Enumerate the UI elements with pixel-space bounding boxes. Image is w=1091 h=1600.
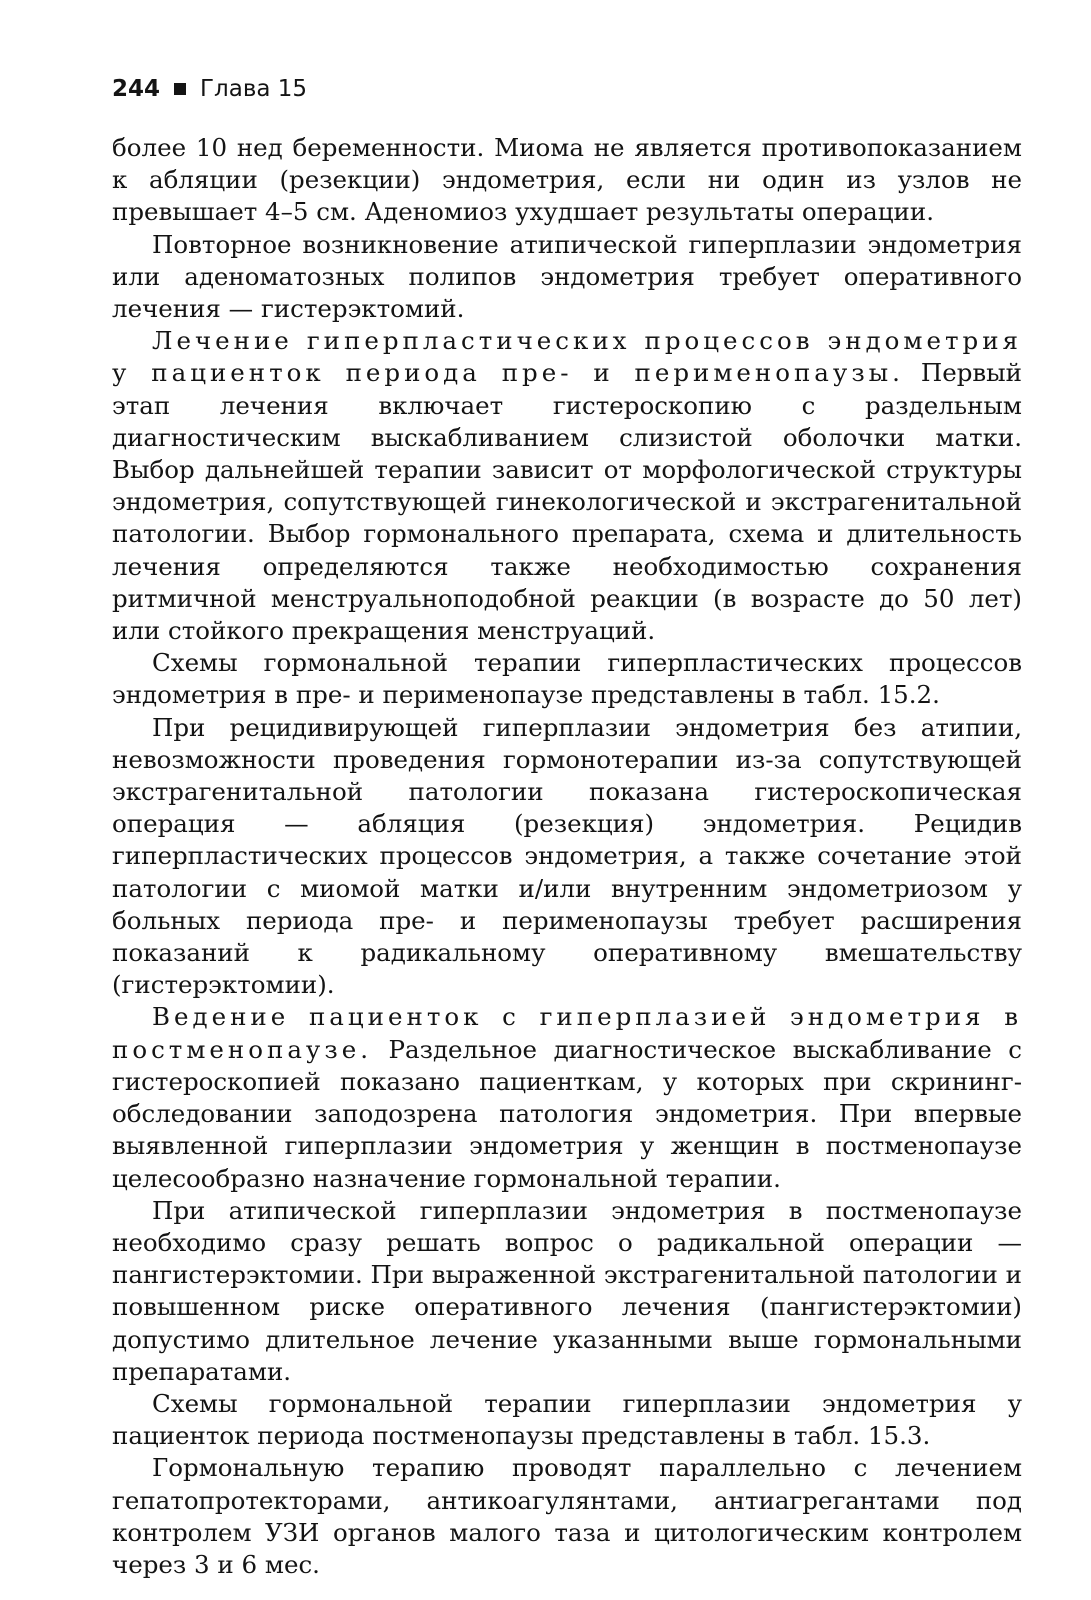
paragraph — [112, 1001, 1022, 1194]
paragraph-text: Повторное возникновение атипической гиперплазии эндометрия или аденоматозных полипов эндометрия требует оперативного лечения — гистерэктомий. — [112, 229, 1022, 324]
running-header — [112, 74, 1022, 104]
paragraph-text: Первый этап лечения включает гистероскопию с раздельным диагностическим выскабливанием слизистой оболочки матки. Выбор дальнейшей терапии зависит от морфологической структуры эндометрия, сопутствующей гинекологической и экстрагенитальной патологии. Выбор гормонального препарата, схема и длительность лечения определяются также необходимостью сохранения ритмичной менструальноподобной реакции (в возрасте до 50 лет) или стойкого прекращения менструаций. — [112, 358, 1022, 646]
page-number: 244 — [112, 76, 161, 102]
paragraph — [112, 647, 1022, 711]
paragraph — [112, 1452, 1022, 1581]
paragraph-text: Гормональную терапию проводят параллельно с лечением гепатопротекторами, антикоагулянтами, антиагрегантами под контролем УЗИ органов малого таза и цитологическим контролем через 3 и 6 мес. — [112, 1453, 1022, 1579]
paragraph — [112, 1388, 1022, 1452]
paragraph — [112, 132, 1022, 229]
paragraph-text: Схемы гормональной терапии гиперплазии эндометрия у пациенток периода постменопаузы представлены в табл. 15.3. — [112, 1388, 1022, 1451]
paragraph — [112, 325, 1022, 647]
chapter-label: Глава 15 — [200, 76, 308, 102]
square-bullet-icon — [174, 83, 186, 95]
paragraph-text: При атипической гиперплазии эндометрия в постменопаузе необходимо сразу решать вопрос о радикальной операции — пангистерэктомии. При выраженной экстрагенитальной патологии и повышенном риске оперативного лечения (пангистерэктомии) допустимо длительное лечение указанными выше гормональными препаратами. — [112, 1195, 1022, 1386]
paragraph-text: Раздельное диагностическое выскабливание с гистероскопией показано пациенткам, у которых при скрининг-обследовании заподозрена патология эндометрия. При впервые выявленной гиперплазии эндометрия у женщин в постменопаузе целесообразно назначение гормональной терапии. — [112, 1034, 1022, 1193]
paragraph — [112, 1195, 1022, 1388]
paragraph — [112, 229, 1022, 326]
paragraph-text: При рецидивирующей гиперплазии эндометрия без атипии, невозможности проведения гормонотерапии из-за сопутствующей экстрагенитальной патологии показана гистероскопическая операция — абляция (резекция) эндометрия. Рецидив гиперпластических процессов эндометрия, а также сочетание этой патологии с миомой матки и/или внутренним эндометриозом у больных периода пре- и перименопаузы требует расширения показаний к радикальному оперативному вмешательству (гистерэктомии). — [112, 712, 1022, 1000]
book-page — [112, 74, 1022, 1581]
body-text — [112, 132, 1022, 1581]
paragraph-text: Схемы гормональной терапии гиперпластических процессов эндометрия в пре- и перименопаузе представлены в табл. 15.2. — [112, 648, 1022, 710]
section-lead-heading: Ведение пациенток с гиперплазией эндометрия в постменопаузе. — [112, 1002, 1022, 1064]
section-lead-heading: Лечение гиперпластических процессов эндометрия у пациенток периода пре- и перименопаузы. — [112, 326, 1022, 388]
paragraph — [112, 712, 1022, 1002]
paragraph-text: более 10 нед беременности. Миома не является противопоказанием к абляции (резекции) эндометрия, если ни один из узлов не превышает 4–5 см. Аденомиоз ухудшает результаты операции. — [112, 133, 1022, 227]
